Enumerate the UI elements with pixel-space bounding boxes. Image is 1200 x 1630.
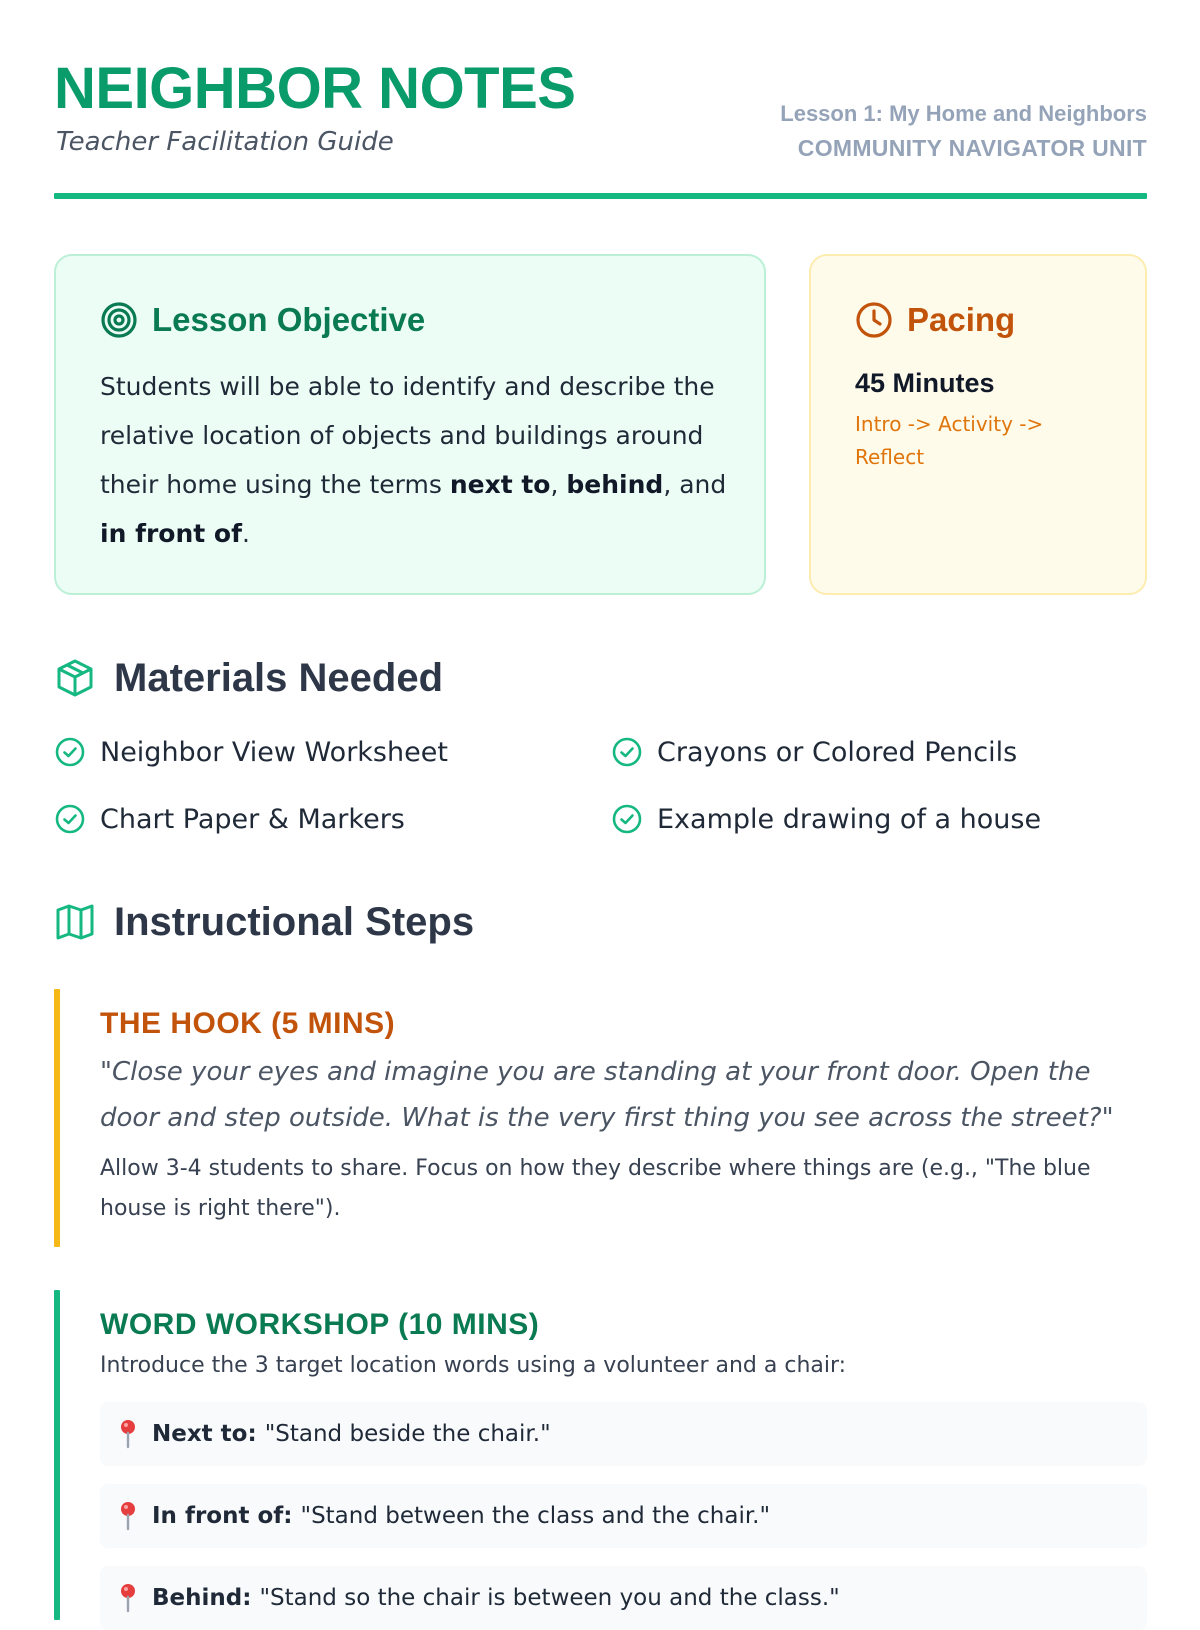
- step-hook-note: Allow 3-4 students to share. Focus on how they describe where things are (e.g., "The blue house is right there").: [100, 1156, 1091, 1221]
- term-card-term: In front of:: [152, 1503, 293, 1529]
- clock-icon: [855, 301, 893, 339]
- step-hook: [54, 989, 1147, 1247]
- objective-sep-1: ,: [550, 470, 567, 499]
- unit-label: COMMUNITY NAVIGATOR UNIT: [797, 135, 1147, 161]
- check-circle-icon: [54, 736, 86, 768]
- check-circle-icon: [611, 803, 643, 835]
- term-card-term: Behind:: [152, 1585, 252, 1611]
- lesson-label: Lesson 1: My Home and Neighbors: [780, 101, 1147, 126]
- materials-heading: [54, 654, 443, 702]
- term-card: [100, 1566, 1147, 1630]
- check-circle-icon: [54, 803, 86, 835]
- objective-text: [100, 362, 730, 558]
- check-circle-icon: [611, 736, 643, 768]
- term-next-to: next to: [449, 470, 551, 499]
- objective-heading-label: Lesson Objective: [152, 301, 426, 338]
- package-icon: [54, 657, 96, 699]
- step-hook-quote: "Close your eyes and imagine you are standing at your front door. Open the door and step outside. What is the very first thing you see across the street?": [100, 1057, 1114, 1133]
- pin-icon: [118, 1419, 138, 1449]
- materials-heading-label: Materials Needed: [114, 656, 444, 700]
- pacing-duration: 45 Minutes: [855, 368, 995, 398]
- material-item: [611, 799, 1041, 839]
- term-card: [100, 1402, 1147, 1466]
- material-item-label: Example drawing of a house: [657, 803, 1042, 835]
- pacing-heading-label: Pacing: [907, 301, 1016, 338]
- term-behind: behind: [566, 470, 664, 499]
- step-workshop-bar: [54, 1290, 60, 1620]
- steps-heading: [54, 898, 474, 946]
- pin-icon: [118, 1583, 138, 1613]
- term-card-desc: "Stand between the class and the chair.": [300, 1503, 771, 1529]
- term-card-desc: "Stand so the chair is between you and the class.": [259, 1585, 840, 1611]
- target-icon: [100, 301, 138, 339]
- step-hook-bar: [54, 989, 60, 1247]
- objective-text-start: Students will be able to identify and describe the relative location of objects and buildings around their home using the terms: [100, 372, 715, 499]
- step-workshop-intro: Introduce the 3 target location words using a volunteer and a chair:: [100, 1353, 847, 1378]
- header-divider: [54, 193, 1147, 199]
- materials-list: [54, 732, 1147, 872]
- step-hook-title: THE HOOK (5 MINS): [100, 1007, 396, 1040]
- step-workshop: [54, 1290, 1147, 1620]
- term-card-desc: "Stand beside the chair.": [264, 1421, 551, 1447]
- pacing-flow: Intro -> Activity -> Reflect: [855, 412, 1044, 469]
- objective-sep-2: , and: [663, 470, 727, 499]
- material-item: [611, 732, 1017, 772]
- objective-heading: [100, 300, 425, 340]
- page-title: NEIGHBOR NOTES: [54, 56, 576, 121]
- material-item-label: Chart Paper & Markers: [100, 803, 405, 835]
- pin-icon: [118, 1501, 138, 1531]
- material-item-label: Crayons or Colored Pencils: [657, 736, 1018, 768]
- map-icon: [54, 901, 96, 943]
- term-card: [100, 1484, 1147, 1548]
- material-item: [54, 732, 448, 772]
- step-workshop-title: WORD WORKSHOP (10 MINS): [100, 1308, 540, 1341]
- steps-heading-label: Instructional Steps: [114, 900, 475, 944]
- pacing-heading: [855, 300, 1015, 340]
- material-item: [54, 799, 405, 839]
- term-in-front-of: in front of: [100, 519, 242, 548]
- page-header: [54, 55, 1147, 200]
- objective-card: [54, 254, 766, 595]
- objective-end: .: [241, 519, 250, 548]
- pacing-card: [809, 254, 1147, 595]
- term-card-term: Next to:: [152, 1421, 257, 1447]
- page-subtitle: Teacher Facilitation Guide: [56, 127, 394, 157]
- material-item-label: Neighbor View Worksheet: [100, 736, 448, 768]
